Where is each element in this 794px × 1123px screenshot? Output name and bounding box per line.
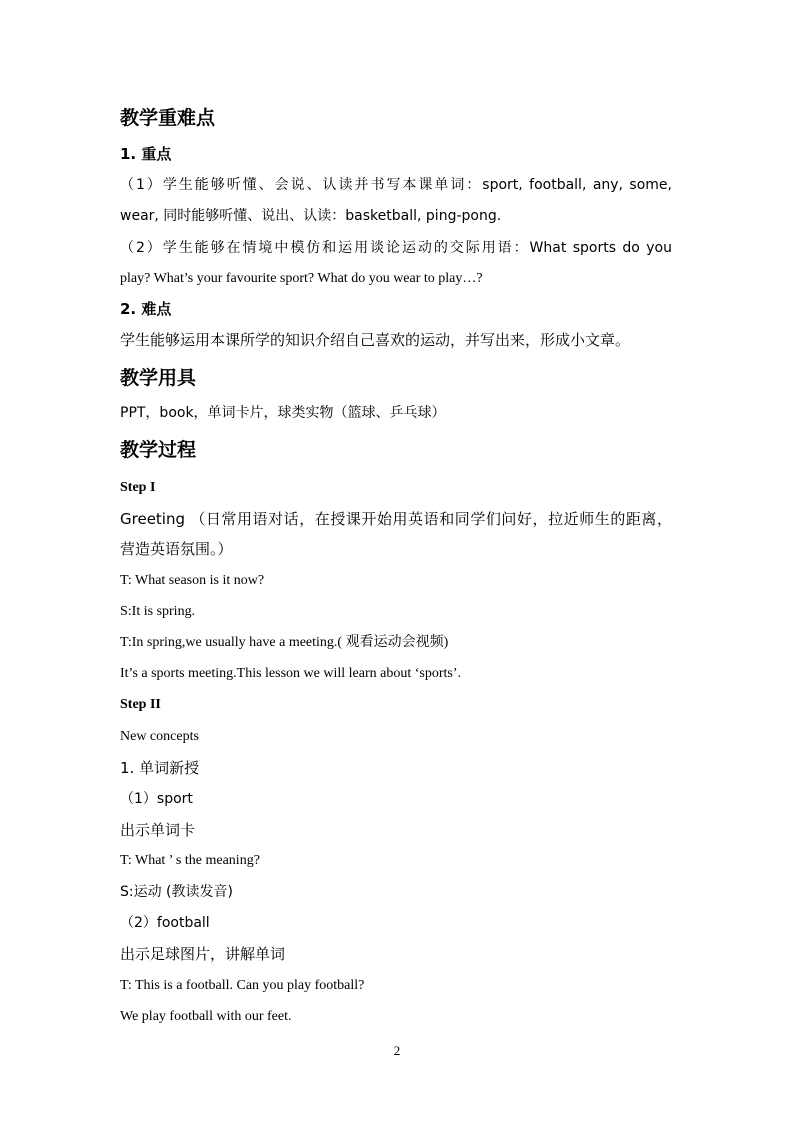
dialog-teacher-1: T: What season is it now? (120, 573, 265, 588)
dialog-teacher-3: It’s a sports meeting.This lesson we will learn about ‘sports’. (120, 666, 461, 681)
new-concepts-label: New concepts (120, 729, 199, 744)
key-point-2-line-2: play? What’s your favourite sport? What do you wear to play…? (120, 271, 483, 286)
word-2-teacher-line-1: T: This is a football. Can you play football? (120, 978, 365, 993)
greeting-line-1: Greeting （日常用语对话，在授课开始用英语和同学们问好，拉近师生的距离， (120, 510, 672, 528)
word-1-title: （1）sport (120, 791, 193, 807)
word-1-show-card: 出示单词卡 (120, 821, 196, 839)
heading-teaching-difficulties: 教学重难点 (120, 107, 216, 129)
key-point-2-line-1: （2）学生能够在情境中模仿和运用谈论运动的交际用语：What sports do you (120, 240, 672, 256)
word-2-teacher-line-2: We play football with our feet. (120, 1009, 292, 1024)
teaching-tools-text: PPT，book，单词卡片，球类实物（篮球、乒乓球） (120, 405, 446, 421)
word-1-teacher-line: T: What ’ s the meaning? (120, 853, 260, 868)
difficult-points-heading: 2. 难点 (120, 300, 172, 318)
dialog-student-1: S:It is spring. (120, 604, 196, 619)
heading-teaching-process: 教学过程 (120, 439, 197, 461)
greeting-line-2: 营造英语氛围。） (120, 540, 233, 558)
heading-teaching-tools: 教学用具 (120, 367, 197, 389)
key-points-heading: 1. 重点 (120, 145, 172, 163)
difficult-points-text: 学生能够运用本课所学的知识介绍自己喜欢的运动，并写出来，形成小文章。 (120, 331, 631, 349)
step-1-heading: Step I (120, 480, 156, 495)
vocabulary-heading: 1. 单词新授 (120, 759, 200, 777)
word-1-student-line: S:运动 (教读发音) (120, 884, 233, 900)
word-2-show-picture: 出示足球图片，讲解单词 (120, 945, 286, 963)
dialog-teacher-2: T:In spring,we usually have a meeting.( 观看运动会视频) (120, 635, 449, 650)
word-2-title: （2）football (120, 915, 210, 931)
key-point-1-line-1: （1）学生能够听懂、会说、认读并书写本课单词：sport, football, any, some, (120, 177, 672, 193)
key-point-1-line-2: wear, 同时能够听懂、说出、认读：basketball, ping-pong. (120, 208, 502, 224)
step-2-heading: Step II (120, 697, 161, 712)
page-number: 2 (393, 1043, 401, 1058)
